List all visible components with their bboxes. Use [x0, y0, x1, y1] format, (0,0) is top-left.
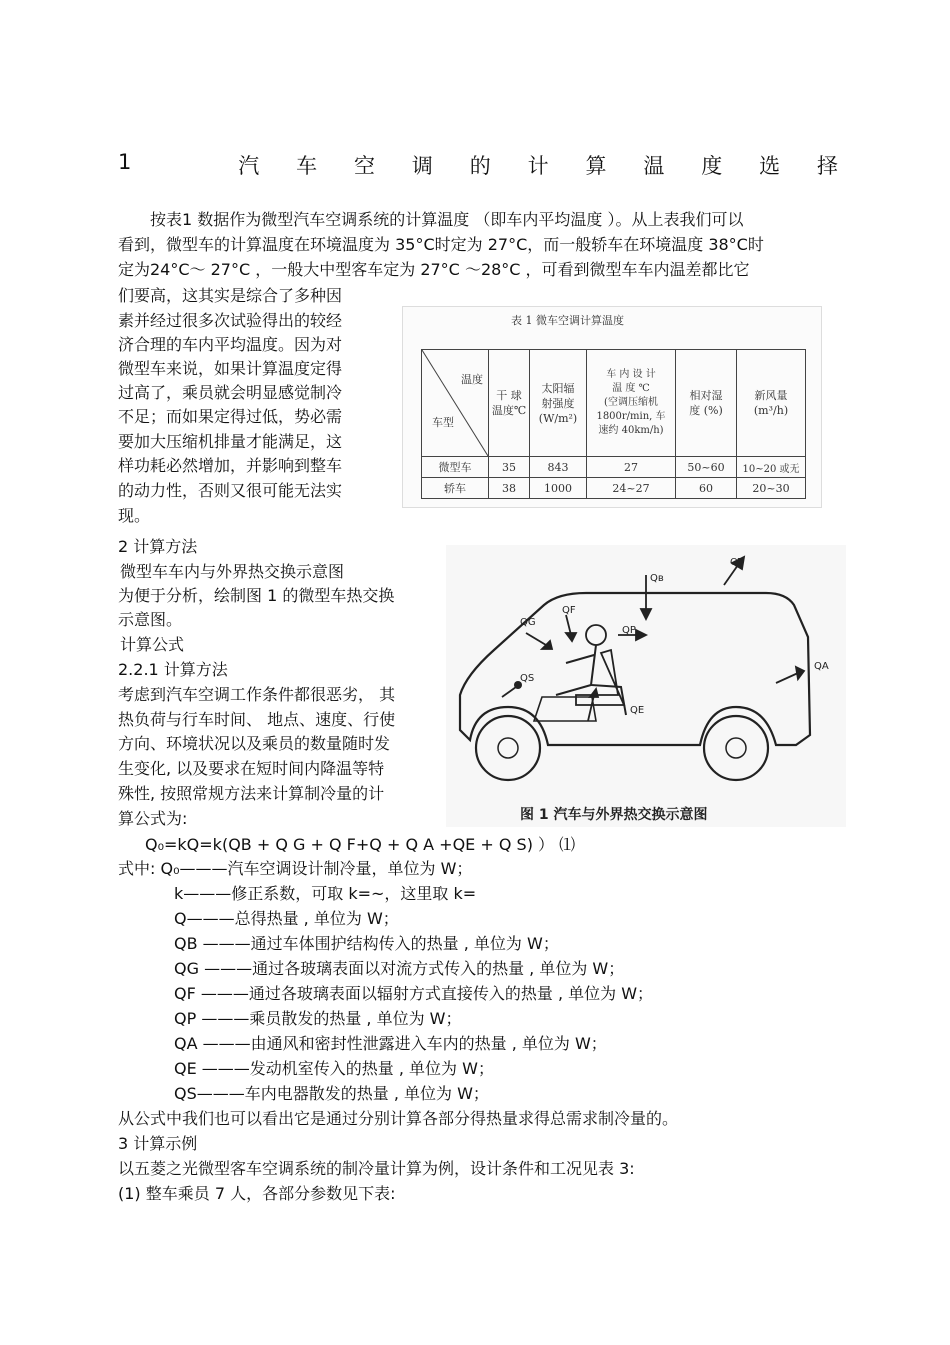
para-line: 的动力性，否则又很可能无法实 — [118, 481, 343, 500]
label-qs: QS — [520, 673, 535, 684]
figure-caption: 图 1 汽车与外界热交换示意图 — [520, 807, 708, 823]
heading-char: 空 — [354, 154, 375, 178]
para-line: 素并经过很多次试验得出的较经 — [118, 311, 343, 330]
def-text: ———车内电器散发的热量 , 单位为 W； — [196, 1084, 489, 1103]
def-text: ———由通风和密封性泄露进入车内的热量 , 单位为 W； — [197, 1034, 607, 1053]
definition-row — [174, 908, 399, 930]
heading-char: 温 — [643, 154, 665, 178]
subheading: 计算公式 — [120, 635, 185, 654]
table-cell: 38 — [489, 478, 530, 499]
para-line: 以五菱之光微型客车空调系统的制冷量计算为例，设计条件和工况见表 3: — [118, 1159, 635, 1178]
def-text: ———通过各玻璃表面以对流方式传入的热量 , 单位为 W； — [199, 959, 625, 978]
def-text: ———汽车空调设计制冷量，单位为 W； — [179, 859, 473, 878]
conclusion-line: 从公式中我们也可以看出它是通过分别计算各部分得热量求得总需求制冷量的。 — [118, 1109, 679, 1128]
heading-char: 择 — [817, 154, 838, 178]
para-line: 样功耗必然增加，并影响到整车 — [118, 456, 343, 475]
table-cell: 微型车 — [422, 457, 489, 478]
definition-row — [174, 1033, 607, 1055]
def-text: ———通过各玻璃表面以辐射方式直接传入的热量 , 单位为 W； — [195, 984, 654, 1003]
para-line: (1) 整车乘员 7 人，各部分参数见下表: — [118, 1184, 396, 1203]
para-line: 要加大压缩机排量才能满足，这 — [118, 432, 343, 451]
para-line: 算公式为: — [118, 809, 188, 828]
para-line: 热负荷与行车时间、 地点、速度、行使 — [118, 710, 396, 729]
para-line: 微型车来说，如果计算温度定得 — [118, 359, 343, 378]
front-wheel — [476, 716, 540, 780]
table-header: 干 球 温度℃ — [489, 350, 530, 457]
formula: Q₀=kQ=k(QB + Q G + Q F+Q + Q A +QE + Q S) ） ⑴ — [145, 835, 576, 854]
def-symbol: k — [174, 884, 184, 903]
para-line: 殊性, 按照常规方法来计算制冷量的计 — [118, 784, 385, 803]
heat-exchange-figure — [446, 545, 846, 827]
section-2-title: 2 计算方法 — [118, 537, 198, 556]
heading-char: 调 — [411, 154, 433, 178]
para-line: 们要高，这其实是综合了多种因 — [118, 286, 343, 305]
label-qb: Qв — [650, 573, 664, 584]
def-symbol: QP — [174, 1009, 197, 1028]
diagonal-line — [422, 350, 488, 456]
rear-wheel — [704, 716, 768, 780]
corner-cell — [422, 350, 489, 457]
def-text: ———通过车体围护结构传入的热量 , 单位为 W； — [197, 934, 559, 953]
label-qe: QE — [630, 705, 645, 716]
table-cell: 843 — [530, 457, 587, 478]
heading-char: 算 — [585, 154, 607, 178]
table-cell: 1000 — [530, 478, 587, 499]
para-line: 为便于分析，绘制图 1 的微型车热交换 — [118, 586, 395, 605]
intro-line: 按表1 数据作为微型汽车空调系统的计算温度 （即车内平均温度 ）。从上表我们可以 — [150, 210, 744, 229]
para-line: 济合理的车内平均温度。因为对 — [118, 335, 343, 354]
table-cell: 35 — [489, 457, 530, 478]
def-symbol: QG — [174, 959, 199, 978]
heading-char: 计 — [527, 154, 549, 178]
label-qp: QP — [622, 625, 636, 636]
corner-bottom-label: 车型 — [432, 416, 454, 429]
table-cell: 轿车 — [422, 478, 489, 499]
def-symbol: QE — [174, 1059, 197, 1078]
definition-row — [174, 983, 653, 1005]
para-line: 生变化, 以及要求在短时间内降温等特 — [118, 759, 385, 778]
definition-row — [174, 1058, 494, 1080]
def-symbol: QS — [174, 1084, 197, 1103]
table-1 — [421, 349, 806, 499]
table-row — [422, 457, 806, 478]
corner-top-label: 温度 — [461, 373, 483, 386]
table-header: 太阳辐 射强度 (W/m²) — [530, 350, 587, 457]
definition-row — [174, 958, 624, 980]
def-symbol: QB — [174, 934, 198, 953]
para-line: 示意图。 — [118, 610, 183, 629]
def-text: ———发动机室传入的热量 , 单位为 W； — [196, 1059, 494, 1078]
table-header: 新风量 (m³/h) — [737, 350, 806, 457]
heading-char: 的 — [469, 154, 491, 178]
def-symbol: Q — [174, 909, 187, 928]
table-title: 表 1 微车空调计算温度 — [511, 314, 624, 327]
def-text: ———修正系数，可取 k=~，这里取 k= — [183, 884, 477, 903]
table-cell: 27 — [587, 457, 676, 478]
definition-row — [174, 883, 476, 905]
def-symbol: QA — [174, 1034, 198, 1053]
heading-char: 选 — [759, 154, 781, 178]
def-symbol: Q₀ — [160, 859, 180, 878]
table-cell: 10~20 或无 — [737, 457, 806, 478]
definition-row — [118, 858, 472, 880]
def-text: ———总得热量 , 单位为 W； — [186, 909, 399, 928]
para-line: 方向、环境状况以及乘员的数量随时发 — [118, 734, 391, 753]
table-1-image — [402, 306, 822, 508]
table-header: 相对湿 度 (%) — [676, 350, 737, 457]
label-qg: QG — [520, 617, 536, 628]
label-qt: QT — [730, 557, 744, 568]
section-heading — [118, 150, 838, 180]
intro-line: 看到，微型车的计算温度在环境温度为 35°C时定为 27°C，而一般轿车在环境温度 38°C时 — [118, 235, 764, 254]
para-line: 过高了，乘员就会明显感觉制冷 — [118, 383, 343, 402]
label-qa: QA — [814, 661, 829, 672]
def-symbol: QF — [174, 984, 196, 1003]
definition-row — [174, 933, 559, 955]
intro-line: 定为24°C～ 27°C ，一般大中型客车定为 27°C ～28°C ，可看到微型车车内温差都比它 — [118, 260, 750, 279]
table-cell: 20~30 — [737, 478, 806, 499]
table-header: 车 内 设 计 温 度 ℃ (空调压缩机 1800r/min, 车 速约 40km/h) — [587, 350, 676, 457]
heading-char: 度 — [701, 154, 723, 178]
definition-row — [174, 1008, 462, 1030]
label-qf: QF — [562, 605, 576, 616]
table-cell: 60 — [676, 478, 737, 499]
table-cell: 50~60 — [676, 457, 737, 478]
table-cell: 24~27 — [587, 478, 676, 499]
table-row — [422, 478, 806, 499]
definition-row — [174, 1083, 489, 1105]
def-prefix: 式中: — [118, 859, 161, 878]
para-line: 现。 — [118, 506, 151, 525]
section-3-title: 3 计算示例 — [118, 1134, 198, 1153]
def-text: ———乘员散发的热量 , 单位为 W； — [196, 1009, 462, 1028]
para-line: 考虑到汽车空调工作条件都很恶劣， 其 — [118, 685, 396, 704]
heading-char: 车 — [296, 154, 318, 178]
subheading: 微型车车内与外界热交换示意图 — [120, 562, 345, 581]
para-line: 不足；而如果定得过低，势必需 — [118, 407, 343, 426]
subheading: 2.2.1 计算方法 — [118, 660, 228, 679]
heading-char: 汽 — [238, 154, 260, 178]
heading-number: 1 — [118, 150, 132, 174]
